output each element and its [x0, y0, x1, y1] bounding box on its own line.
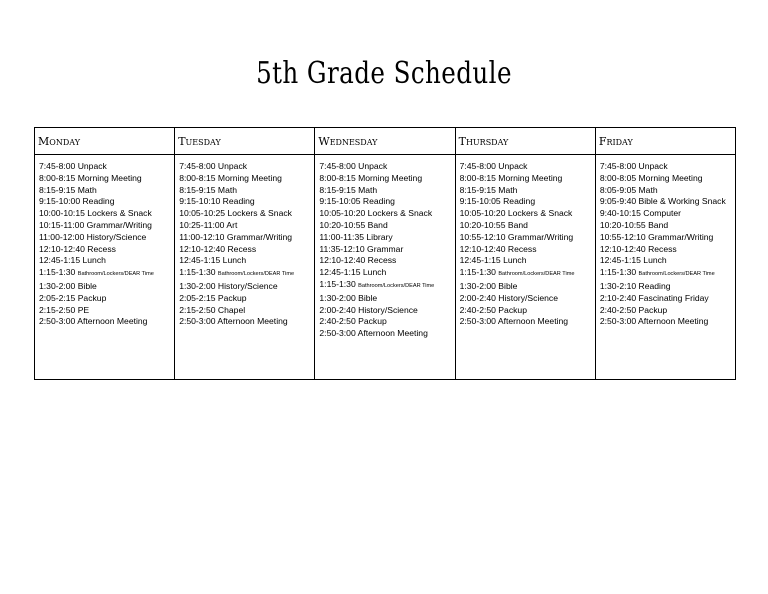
schedule-entry	[460, 255, 595, 267]
entry-text: 10:15-11:00 Grammar/Writing	[39, 219, 152, 230]
entry-text: 10:20-10:55 Band	[599, 219, 669, 230]
entry-text: 2:00-2:40 History/Science	[319, 304, 418, 315]
entry-text: 2:50-3:00 Afternoon Meeting	[459, 316, 569, 327]
entry-text: 1:15-1:30	[599, 267, 637, 278]
schedule-entry	[600, 281, 735, 293]
schedule-entry	[179, 220, 314, 232]
day-header: Tuesday	[175, 128, 314, 155]
entry-text: 12:10-12:40 Recess	[179, 243, 257, 254]
schedule-entry	[600, 185, 735, 197]
schedule-entry	[600, 208, 735, 220]
entry-text: 10:05-10:25 Lockers & Snack	[179, 208, 292, 219]
day-entries	[175, 155, 314, 328]
entry-text: 10:20-10:55 Band	[319, 219, 388, 230]
entry-text: 10:25-11:00 Art	[179, 219, 238, 230]
schedule-entry	[460, 185, 595, 197]
entry-text: 1:15-1:30	[179, 267, 216, 278]
schedule-entry	[460, 244, 595, 256]
day-header: Monday	[35, 128, 174, 155]
entry-text: 1:30-2:00 Bible	[319, 292, 378, 303]
schedule-entry	[179, 255, 314, 267]
schedule-entry	[460, 281, 595, 293]
schedule-entry	[319, 208, 454, 220]
entry-text: 12:10-12:40 Recess	[319, 255, 397, 266]
schedule-entry	[39, 244, 174, 256]
schedule-entry	[319, 293, 454, 305]
schedule-entry	[600, 267, 735, 281]
entry-text: 9:15-10:00 Reading	[39, 196, 115, 207]
entry-text: 12:45-1:15 Lunch	[39, 255, 106, 266]
schedule-entry	[319, 255, 454, 267]
day-entries	[456, 155, 595, 328]
schedule-entry	[179, 293, 314, 305]
schedule-entry	[39, 281, 174, 293]
schedule-entry	[319, 279, 454, 293]
schedule-entry	[319, 232, 454, 244]
schedule-entry	[319, 267, 454, 279]
entry-text: 8:15-9:15 Math	[459, 184, 518, 195]
schedule-entry	[600, 196, 735, 208]
schedule-entry	[39, 208, 174, 220]
day-column-tuesday	[174, 128, 314, 379]
entry-text: 7:45-8:00 Unpack	[319, 161, 388, 171]
schedule-entry	[600, 305, 735, 317]
schedule-entry	[179, 267, 314, 281]
entry-text: 7:45-8:00 Unpack	[39, 161, 107, 171]
entry-text: 2:15-2:50 Chapel	[179, 304, 246, 315]
schedule-entry	[179, 173, 314, 185]
entry-text: 1:15-1:30	[459, 267, 496, 278]
schedule-entry	[460, 173, 595, 185]
schedule-entry	[600, 173, 735, 185]
schedule-entry	[460, 305, 595, 317]
schedule-entry	[319, 173, 454, 185]
schedule-entry	[39, 232, 174, 244]
schedule-entry	[460, 220, 595, 232]
entry-text: 8:15-9:15 Math	[179, 184, 238, 195]
schedule-entry	[460, 267, 595, 281]
entry-note: Bathroom/Lockers/DEAR Time	[358, 282, 435, 289]
entry-text: 12:45-1:15 Lunch	[319, 267, 387, 278]
schedule-entry	[319, 161, 454, 173]
schedule-entry	[39, 255, 174, 267]
entry-text: 11:00-11:35 Library	[319, 231, 393, 242]
schedule-entry	[39, 196, 174, 208]
entry-note: Bathroom/Lockers/DEAR Time	[498, 271, 575, 278]
entry-text: 8:00-8:15 Morning Meeting	[179, 172, 282, 183]
schedule-entry	[179, 281, 314, 293]
entry-text: 9:40-10:15 Computer	[599, 208, 682, 219]
entry-text: 12:45-1:15 Lunch	[459, 255, 527, 266]
entry-text: 1:30-2:00 Bible	[39, 280, 97, 291]
entry-text: 9:05-9:40 Bible & Working Snack	[599, 196, 726, 207]
entry-text: 2:05-2:15 Packup	[179, 292, 247, 303]
schedule-entry	[39, 305, 174, 317]
entry-text: 8:15-9:15 Math	[39, 184, 97, 195]
schedule-entry	[460, 316, 595, 328]
schedule-entry	[179, 232, 314, 244]
entry-text: 12:10-12:40 Recess	[459, 243, 537, 254]
day-header: Friday	[596, 128, 735, 155]
entry-text: 9:15-10:05 Reading	[319, 196, 395, 207]
schedule-entry	[460, 208, 595, 220]
schedule-entry	[39, 173, 174, 185]
entry-note: Bathroom/Lockers/DEAR Time	[638, 271, 715, 278]
schedule-entry	[319, 328, 454, 340]
entry-text: 2:40-2:50 Packup	[319, 316, 387, 327]
schedule-entry	[39, 185, 174, 197]
schedule-entry	[319, 305, 454, 317]
schedule-entry	[460, 196, 595, 208]
day-column-wednesday	[314, 128, 454, 379]
entry-text: 2:50-3:00 Afternoon Meeting	[319, 328, 428, 339]
entry-text: 2:50-3:00 Afternoon Meeting	[179, 316, 288, 327]
entry-text: 2:40-2:50 Packup	[459, 304, 527, 315]
schedule-entry	[600, 220, 735, 232]
entry-text: 10:20-10:55 Band	[459, 219, 528, 230]
schedule-entry	[179, 305, 314, 317]
entry-text: 8:00-8:15 Morning Meeting	[39, 172, 142, 183]
entry-text: 12:10-12:40 Recess	[599, 243, 677, 254]
schedule-entry	[39, 161, 174, 173]
entry-text: 12:10-12:40 Recess	[39, 243, 116, 254]
schedule-entry	[179, 244, 314, 256]
entry-text: 2:50-3:00 Afternoon Meeting	[39, 316, 148, 327]
day-column-thursday	[455, 128, 595, 379]
day-header: Wednesday	[315, 128, 454, 155]
schedule-entry	[179, 208, 314, 220]
schedule-entry	[179, 196, 314, 208]
entry-text: 11:35-12:10 Grammar	[319, 243, 404, 254]
entry-text: 11:00-12:10 Grammar/Writing	[179, 231, 293, 242]
entry-text: 11:00-12:00 History/Science	[39, 231, 147, 242]
schedule-entry	[600, 161, 735, 173]
entry-text: 8:00-8:15 Morning Meeting	[319, 172, 423, 183]
schedule-entry	[179, 185, 314, 197]
entry-text: 2:10-2:40 Fascinating Friday	[599, 292, 709, 303]
schedule-entry	[600, 316, 735, 328]
schedule-entry	[319, 196, 454, 208]
entry-text: 12:45-1:15 Lunch	[599, 255, 667, 266]
schedule-entry	[179, 161, 314, 173]
entry-text: 7:45-8:00 Unpack	[599, 161, 668, 171]
entry-text: 9:15-10:10 Reading	[179, 196, 255, 207]
day-column-monday	[35, 128, 174, 379]
schedule-entry	[39, 220, 174, 232]
entry-text: 1:30-2:00 Bible	[459, 280, 518, 291]
entry-note: Bathroom/Lockers/DEAR Time	[77, 271, 154, 278]
entry-text: 10:55-12:10 Grammar/Writing	[459, 231, 574, 242]
entry-text: 9:15-10:05 Reading	[459, 196, 536, 207]
entry-text: 10:00-10:15 Lockers & Snack	[39, 208, 152, 219]
entry-text: 2:00-2:40 History/Science	[459, 292, 559, 303]
entry-text: 7:45-8:00 Unpack	[459, 161, 528, 171]
entry-text: 8:00-8:15 Morning Meeting	[459, 172, 563, 183]
schedule-table	[34, 127, 736, 380]
entry-text: 10:05-10:20 Lockers & Snack	[319, 208, 433, 219]
entry-text: 8:15-9:15 Math	[319, 184, 378, 195]
schedule-entry	[319, 316, 454, 328]
schedule-entry	[600, 293, 735, 305]
entry-text: 1:15-1:30	[39, 267, 76, 278]
entry-text: 8:05-9:05 Math	[599, 184, 658, 195]
schedule-entry	[179, 316, 314, 328]
schedule-entry	[319, 244, 454, 256]
schedule-entry	[460, 232, 595, 244]
schedule-entry	[460, 161, 595, 173]
entry-text: 10:55-12:10 Grammar/Writing	[599, 231, 714, 242]
entry-note: Bathroom/Lockers/DEAR Time	[217, 271, 295, 278]
entry-text: 1:30-2:00 History/Science	[179, 280, 278, 291]
day-header: Thursday	[456, 128, 595, 155]
schedule-entry	[460, 293, 595, 305]
entry-text: 1:15-1:30	[319, 278, 356, 289]
schedule-entry	[39, 293, 174, 305]
entry-text: 8:00-8:05 Morning Meeting	[599, 172, 703, 183]
entry-text: 2:50-3:00 Afternoon Meeting	[599, 316, 709, 327]
schedule-entry	[600, 232, 735, 244]
schedule-entry	[39, 267, 174, 281]
entry-text: 2:15-2:50 PE	[39, 304, 90, 315]
schedule-entry	[319, 220, 454, 232]
day-entries	[596, 155, 735, 328]
schedule-entry	[600, 255, 735, 267]
page-title: 5th Grade Schedule	[256, 56, 512, 91]
schedule-entry	[319, 185, 454, 197]
day-entries	[35, 155, 174, 328]
entry-text: 10:05-10:20 Lockers & Snack	[459, 208, 573, 219]
schedule-entry	[600, 244, 735, 256]
schedule-entry	[39, 316, 174, 328]
day-column-friday	[595, 128, 735, 379]
entry-text: 1:30-2:10 Reading	[599, 280, 671, 291]
entry-text: 2:40-2:50 Packup	[599, 304, 668, 315]
entry-text: 7:45-8:00 Unpack	[179, 161, 248, 171]
day-entries	[315, 155, 454, 340]
entry-text: 12:45-1:15 Lunch	[179, 255, 247, 266]
entry-text: 2:05-2:15 Packup	[39, 292, 107, 303]
